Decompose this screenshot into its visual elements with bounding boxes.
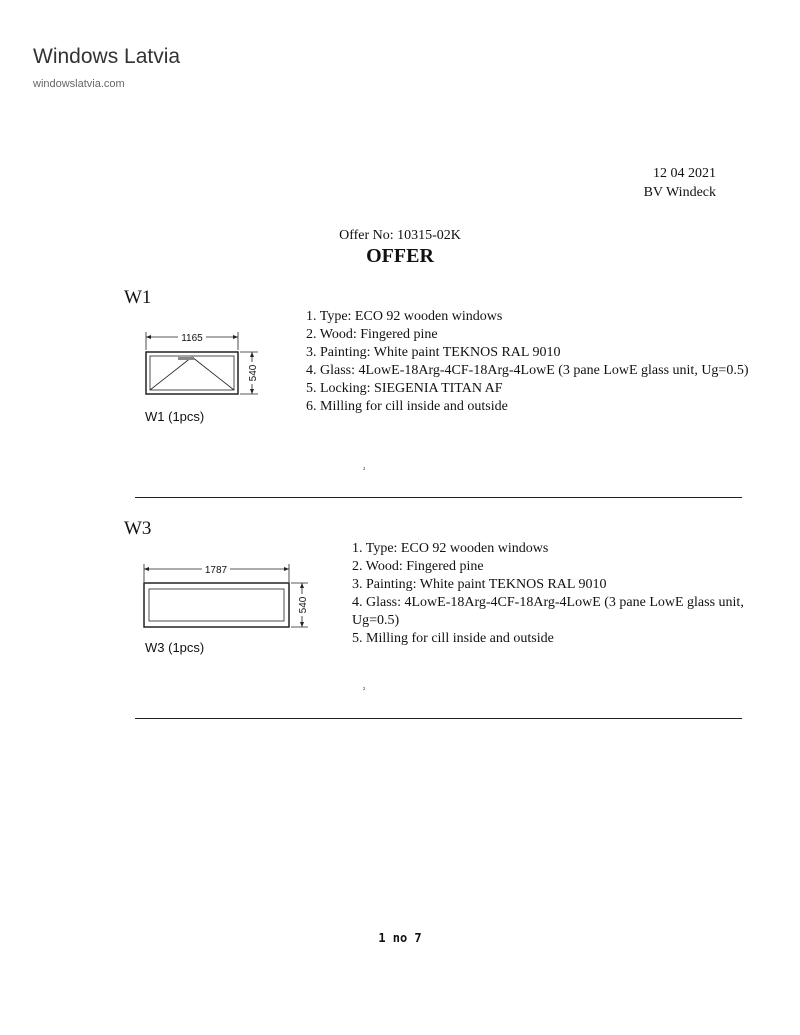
page-number: 1 no 7	[378, 931, 422, 945]
spec-item: 4. Glass: 4LowE-18Arg-4CF-18Arg-4LowE (3 pane LowE glass unit, Ug=0.5)	[352, 595, 744, 628]
spec-list-w1	[306, 308, 766, 416]
window-drawing-w3	[140, 560, 315, 632]
divider	[135, 718, 742, 719]
item-caption-w3: W3 (1pcs)	[145, 640, 205, 655]
offer-number: Offer No: 10315-02K	[339, 228, 461, 243]
document-date: 12 04 2021	[653, 166, 716, 181]
item-title-w3: W3	[124, 518, 152, 539]
spec-item: 4. Glass: 4LowE-18Arg-4CF-18Arg-4LowE (3 pane LowE glass unit, Ug=0.5)	[306, 363, 749, 378]
spec-item: 1. Type: ECO 92 wooden windows	[352, 541, 549, 556]
company-name: Windows Latvia	[33, 45, 181, 68]
recipient-name: BV Windeck	[643, 185, 716, 200]
spec-item: 2. Wood: Fingered pine	[352, 559, 484, 574]
spec-item: 5. Locking: SIEGENIA TITAN AF	[306, 381, 503, 396]
spec-item: 3. Painting: White paint TEKNOS RAL 9010	[306, 345, 561, 360]
spec-item: 5. Milling for cill inside and outside	[352, 631, 554, 646]
height-label-w1: 540	[248, 364, 259, 382]
spec-item: 6. Milling for cill inside and outside	[306, 399, 508, 414]
height-label-w3: 540	[298, 596, 309, 614]
company-url: windowslatvia.com	[33, 78, 125, 90]
spec-item: 1. Type: ECO 92 wooden windows	[306, 309, 503, 324]
item-mark-w3: ²	[363, 686, 366, 694]
width-label-w3: 1787	[204, 565, 228, 576]
item-title-w1: W1	[124, 287, 152, 308]
item-mark-w1: ²	[363, 466, 366, 474]
divider	[135, 497, 742, 498]
offer-title: OFFER	[366, 245, 434, 267]
spec-item: 3. Painting: White paint TEKNOS RAL 9010	[352, 577, 607, 592]
width-label-w1: 1165	[181, 333, 203, 344]
window-drawing-w1	[140, 328, 270, 400]
spec-list-w3	[352, 540, 747, 648]
item-caption-w1: W1 (1pcs)	[145, 409, 205, 424]
spec-item: 2. Wood: Fingered pine	[306, 327, 438, 342]
